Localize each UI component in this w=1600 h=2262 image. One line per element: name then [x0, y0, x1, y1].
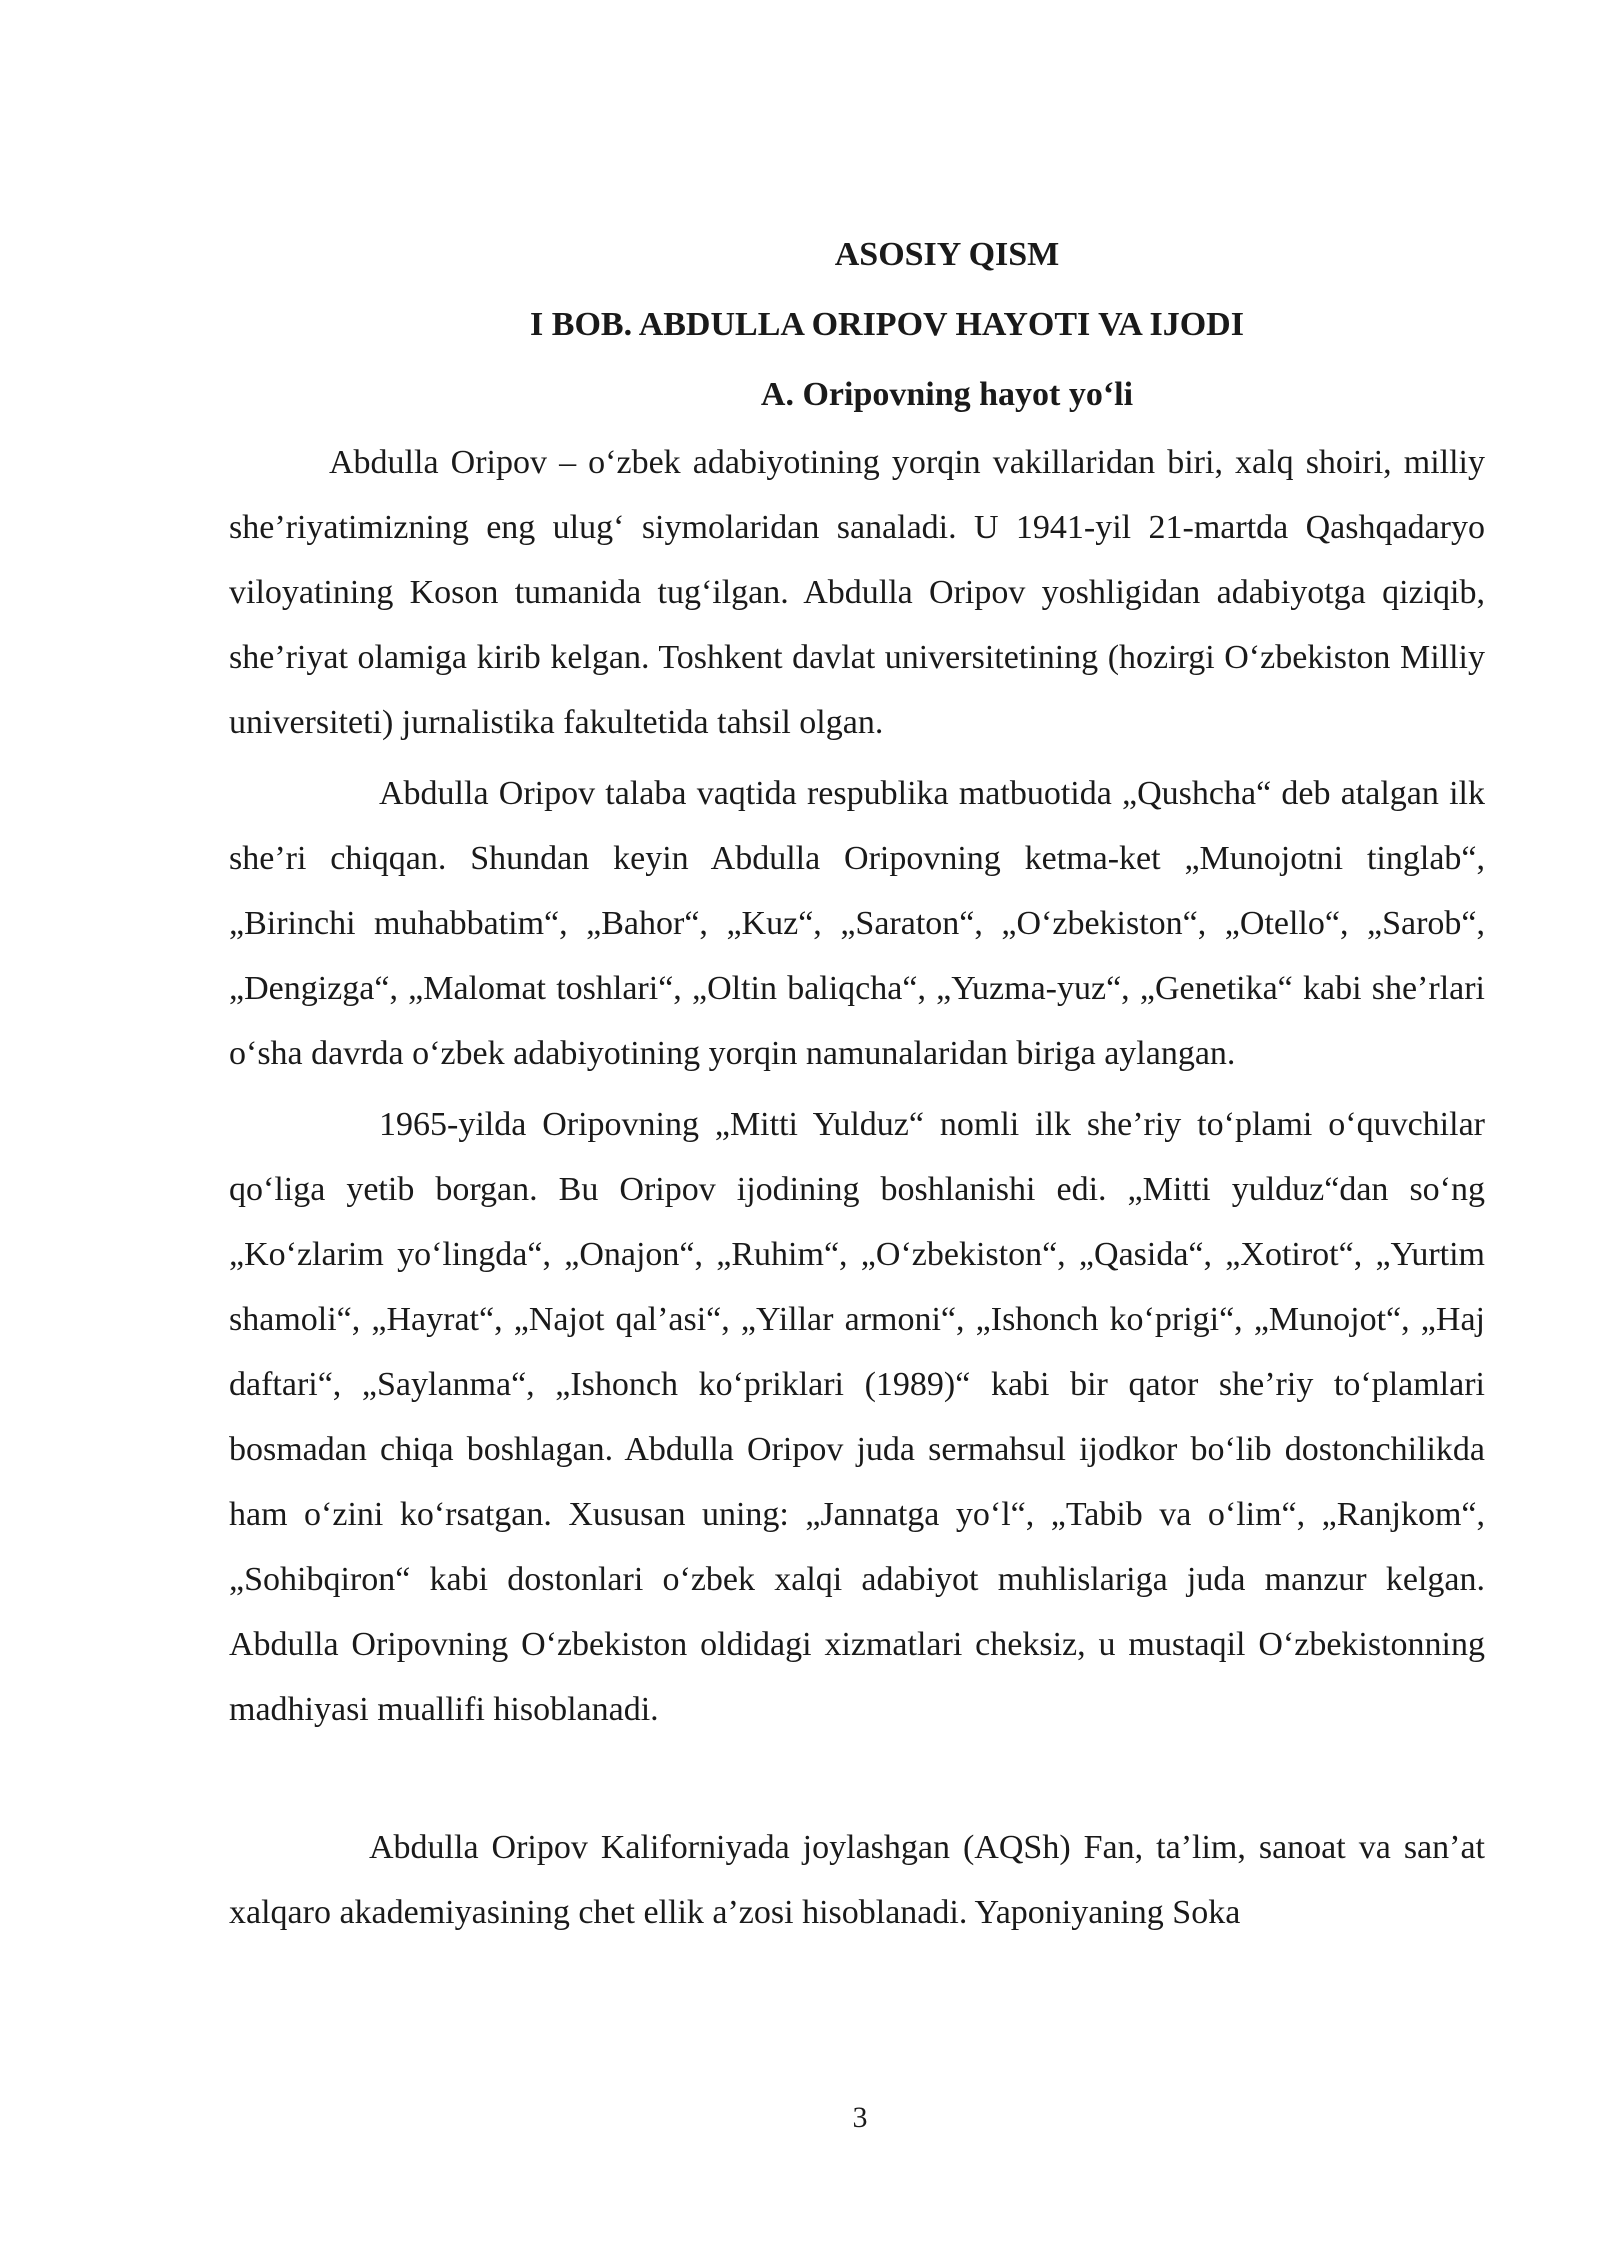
paragraph-academy: Abdulla Oripov Kaliforniyada joylashgan (AQSh) Fan, ta’lim, sanoat va san’at xalqaro akademiyasining chet ellik a’zosi hisoblanadi. Yaponiyaning Soka [229, 1829, 1485, 1931]
paragraph-collections: 1965-yilda Oripovning „Mitti Yulduz“ nomli ilk she’riy to‘plami o‘quvchilar qo‘liga yetib borgan. Bu Oripov ijodining boshlanishi edi. „Mitti yulduz“dan so‘ng „Ko‘zlarim yo‘lingda“, „Onajon“, „Ruhim“, „O‘zbekiston“, „Qasida“, „Xotirot“, „Yurtim shamoli“, „Hayrat“, „Najot qal’asi“, „Yillar armoni“, „Ishonch ko‘prigi“, „Munojot“, „Haj daftari“, „Saylanma“, „Ishonch ko‘priklari (1989)“ kabi bir qator she’riy to‘plamlari bosmadan chiqa boshlagan. Abdulla Oripov juda sermahsul ijodkor bo‘lib dostonchilikda ham o‘zini ko‘rsatgan. Xususan uning: „Jannatga yo‘l“, „Tabib va o‘lim“, „Ranjkom“, „Sohibqiron“ kabi dostonlari o‘zbek xalqi adabiyot muhlislariga juda manzur kelgan. Abdulla Oripovning O‘zbekiston oldidagi xizmatlari cheksiz, u mustaqil O‘zbekistonning madhiyasi muallifi hisoblanadi. [229, 1106, 1485, 1728]
chapter-heading: I BOB. ABDULLA ORIPOV HAYOTI VA IJODI [530, 306, 1244, 343]
paragraph-biography: Abdulla Oripov – o‘zbek adabiyotining yorqin vakillaridan biri, xalq shoiri, milliy she’riyatimizning eng ulug‘ siymolaridan sanaladi. U 1941-yil 21-martda Qashqadaryo viloyatining Koson tumanida tug‘ilgan. Abdulla Oripov yoshligidan adabiyotga qiziqib, she’riyat olamiga kirib kelgan. Toshkent davlat universitetining (hozirgi O‘zbekiston Milliy universiteti) jurnalistika fakultetida tahsil olgan. [229, 444, 1485, 741]
paragraph-early-poems: Abdulla Oripov talaba vaqtida respublika matbuotida „Qushcha“ deb atalgan ilk she’ri chiqqan. Shundan keyin Abdulla Oripovning ketma-ket „Munojotni tinglab“, „Birinchi muhabbatim“, „Bahor“, „Kuz“, „Saraton“, „O‘zbekiston“, „Otello“, „Sarob“, „Dengizga“, „Malomat toshlari“, „Oltin baliqcha“, „Yuzma-yuz“, „Genetika“ kabi she’rlari o‘sha davrda o‘zbek adabiyotining yorqin namunalaridan biriga aylangan. [229, 775, 1485, 1072]
page-number: 3 [852, 2101, 868, 2134]
main-heading: ASOSIY QISM [834, 236, 1060, 273]
section-heading: A. Oripovning hayot yo‘li [760, 376, 1134, 413]
page-content [229, 220, 1485, 1945]
